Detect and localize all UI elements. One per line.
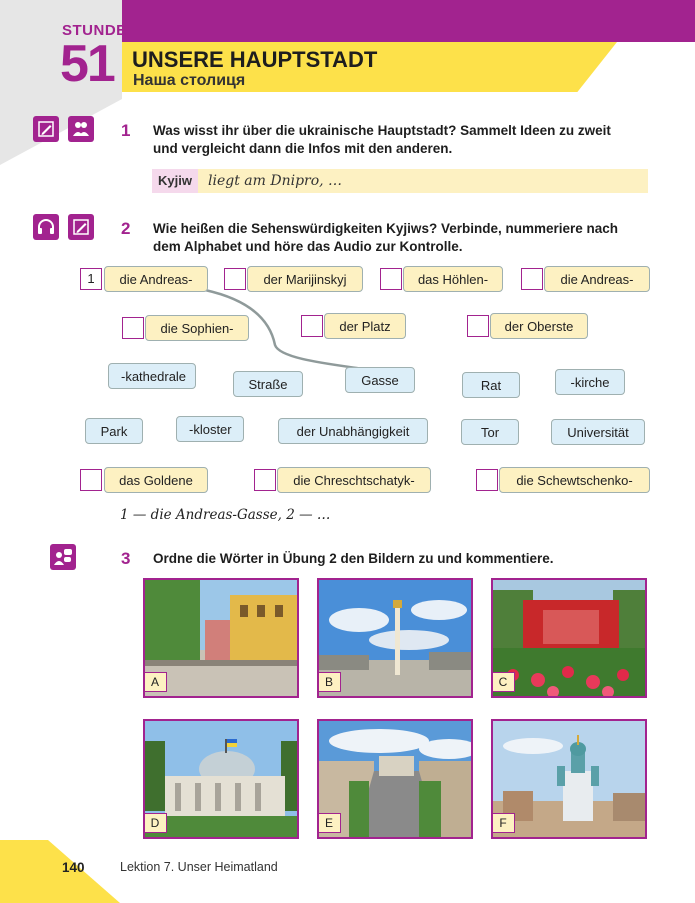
number-box-filled[interactable]: 1	[80, 268, 102, 290]
number-box[interactable]	[476, 469, 498, 491]
word-tag[interactable]: Universität	[551, 419, 645, 445]
number-box[interactable]	[380, 268, 402, 290]
exercise-3-number: 3	[121, 549, 131, 568]
word-tag[interactable]: Park	[85, 418, 143, 444]
exercise-1-line-2: und vergleicht dann die Infos mit den anderen.	[153, 141, 453, 156]
number-box[interactable]	[122, 317, 144, 339]
number-box[interactable]	[254, 469, 276, 491]
photo-red-university	[491, 578, 647, 698]
word-tag[interactable]: Gasse	[345, 367, 415, 393]
lesson-number: 51	[60, 35, 114, 93]
word-tag[interactable]: -kloster	[176, 416, 244, 442]
word-tag[interactable]: -kirche	[555, 369, 625, 395]
page-number: 140	[62, 860, 85, 875]
number-box[interactable]	[521, 268, 543, 290]
word-tag[interactable]: die Andreas-	[104, 266, 208, 292]
word-tag[interactable]: der Platz	[324, 313, 406, 339]
page-subtitle: Наша столиця	[133, 72, 246, 89]
word-tag[interactable]: das Höhlen-	[403, 266, 503, 292]
word-tag[interactable]: das Goldene	[104, 467, 208, 493]
exercise-1-line-1: Was wisst ihr über die ukrainische Hauptstadt? Sammelt Ideen zu zweit	[153, 123, 611, 138]
number-box[interactable]	[301, 315, 323, 337]
number-box[interactable]	[80, 469, 102, 491]
word-tag[interactable]: der Marijinskyj	[247, 266, 363, 292]
page-title: UNSERE HAUPTSTADT	[132, 47, 378, 72]
word-tag[interactable]: die Andreas-	[544, 266, 650, 292]
footer-text: Lektion 7. Unser Heimatland	[120, 860, 278, 874]
exercise-2-example: 1 — die Andreas-Gasse, 2 — …	[120, 507, 331, 523]
word-tag[interactable]: Rat	[462, 372, 520, 398]
word-tag[interactable]: Tor	[461, 419, 519, 445]
photo-label-f: F	[491, 813, 515, 833]
word-tag[interactable]: die Schewtschenko-	[499, 467, 650, 493]
exercise-2-number: 2	[121, 219, 131, 238]
word-tag[interactable]: Straße	[233, 371, 303, 397]
photo-label-e: E	[317, 813, 341, 833]
photo-label-b: B	[317, 672, 341, 692]
kyjiw-tag: Kyjiw	[152, 169, 198, 193]
photo-label-c: C	[491, 672, 515, 692]
photo-khreshchatyk	[317, 719, 473, 839]
number-box[interactable]	[224, 268, 246, 290]
number-box[interactable]	[467, 315, 489, 337]
word-tag[interactable]: die Sophien-	[145, 315, 249, 341]
word-tag[interactable]: der Oberste	[490, 313, 588, 339]
exercise-3-instructions: Ordne die Wörter in Übung 2 den Bildern zu und kommentiere.	[153, 551, 554, 566]
word-tag[interactable]: der Unabhängigkeit	[278, 418, 428, 444]
exercise-1-example: liegt am Dnipro, …	[208, 173, 343, 189]
photo-parliament	[143, 719, 299, 839]
word-tag[interactable]: -kathedrale	[108, 363, 196, 389]
photo-andreas-street	[143, 578, 299, 698]
lesson-label: STUNDE	[62, 22, 127, 39]
photo-andreas-church	[491, 719, 647, 839]
photo-independence-square	[317, 578, 473, 698]
discussion-icon	[50, 544, 76, 570]
exercise-1-number: 1	[121, 121, 131, 140]
word-tag[interactable]: die Chreschtschatyk-	[277, 467, 431, 493]
photo-label-d: D	[143, 813, 167, 833]
exercise-2-line-2: dem Alphabet und höre das Audio zur Kontrolle.	[153, 239, 463, 254]
photo-label-a: A	[143, 672, 167, 692]
exercise-2-line-1: Wie heißen die Sehenswürdigkeiten Kyjiws? Verbinde, nummeriere nach	[153, 221, 619, 236]
